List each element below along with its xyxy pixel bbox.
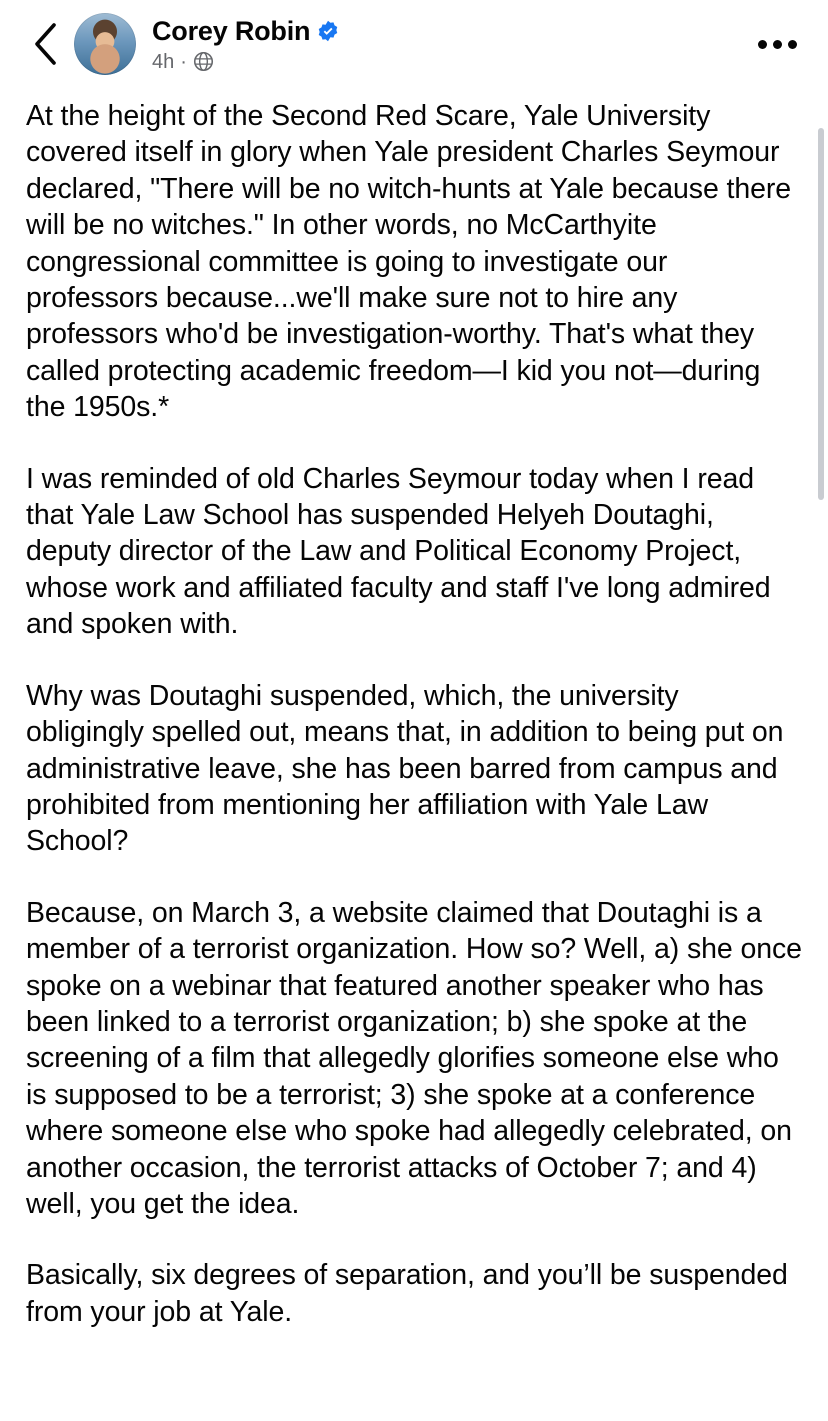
back-chevron-icon[interactable] [22, 21, 68, 67]
avatar[interactable] [74, 13, 136, 75]
meta-separator: · [180, 50, 187, 73]
verified-badge-icon [317, 20, 339, 42]
author-name[interactable]: Corey Robin [152, 15, 311, 46]
post-paragraph: Basically, six degrees of separation, and you’ll be suspended from your job at Yale. [26, 1259, 796, 1328]
post-timestamp[interactable]: 4h [152, 50, 175, 73]
more-options-icon[interactable] [750, 21, 804, 67]
author-name-row [152, 15, 750, 47]
post-header [0, 0, 828, 80]
post-meta-row [152, 50, 750, 74]
post-body [0, 80, 828, 1360]
dot-3 [788, 40, 797, 49]
more-dots [758, 40, 797, 49]
post-paragraph: I was reminded of old Charles Seymour today when I read that Yale Law School has suspended Helyeh Doutaghi, deputy director of the Law and Political Economy Project, whose work and affiliated faculty and staff I've long admired and spoken with. [26, 462, 779, 641]
post-paragraph: Why was Doutaghi suspended, which, the university obligingly spelled out, means that, in addition to being put on administrative leave, she has been barred from campus and prohibited from mentioning her affiliation with Yale Law School? [26, 679, 792, 858]
vertical-scrollbar[interactable] [818, 120, 824, 1411]
post-paragraph: At the height of the Second Red Scare, Yale University covered itself in glory when Yale president Charles Seymour declared, "There will be no witch-hunts at Yale because there will be no witches." In other words, no McCarthyite congressional committee is going to investigate our professors because...we'll make sure not to hire any professors who'd be investigation-worthy. That's what they called protecting academic freedom—I kid you not—during the 1950s.* [26, 100, 799, 424]
avatar-ring [74, 13, 136, 75]
globe-public-icon[interactable] [193, 51, 214, 72]
post-paragraph: Because, on March 3, a website claimed that Doutaghi is a member of a terrorist organization. How so? Well, a) she once spoke on a webinar that featured another speaker who has been linked to a terrorist organization; b) she spoke at the screening of a film that allegedly glorifies someone else who is supposed to be a terrorist; 3) she spoke at a conference where someone else who spoke had allegedly celebrated, on another occasion, the terrorist attacks of October 7; and 4) well, you get the idea. [26, 896, 810, 1220]
author-block [152, 15, 750, 74]
dot-1 [758, 40, 767, 49]
dot-2 [773, 40, 782, 49]
scrollbar-thumb[interactable] [818, 128, 824, 500]
